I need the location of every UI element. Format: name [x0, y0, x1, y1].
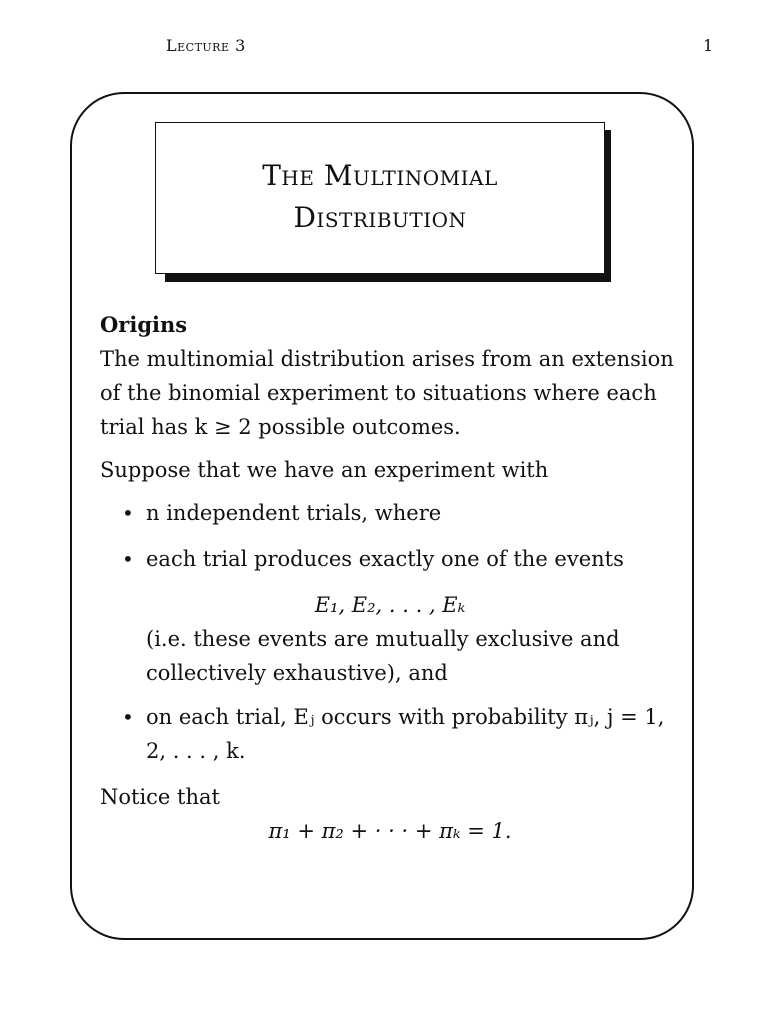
bullet-icon: • — [122, 705, 134, 729]
running-title: Lecture 3 — [166, 36, 246, 55]
intro-paragraph: The multinomial distribution arises from an extension of the binomial experiment to situations where each trial has k ≥ 2 possible outcomes. — [100, 347, 674, 439]
page-number: 1 — [703, 36, 714, 55]
lead-in-paragraph: Suppose that we have an experiment with — [100, 458, 549, 482]
bullet-item-1 — [100, 496, 680, 530]
bullet-icon: • — [122, 501, 134, 525]
bullet-item-3 — [100, 700, 680, 768]
bullet-icon: • — [122, 547, 134, 571]
notice-paragraph: Notice that — [100, 785, 220, 809]
events-note: (i.e. these events are mutually exclusive and collectively exhaustive), and — [146, 627, 620, 685]
events-display-equation: E₁, E₂, . . . , Eₖ — [314, 593, 466, 617]
title-line-2: Distribution — [293, 201, 467, 234]
title-box — [155, 122, 605, 274]
slide-content — [100, 308, 680, 848]
bullet-text-1: n independent trials, where — [146, 501, 442, 525]
bullet-text-2: each trial produces exactly one of the events — [146, 547, 624, 571]
section-heading: Origins — [100, 312, 188, 337]
title-line-1: The Multinomial — [262, 159, 498, 192]
bullet-text-3: on each trial, Eⱼ occurs with probability πⱼ, j = 1, 2, . . . , k. — [146, 705, 665, 763]
bullet-item-2 — [100, 542, 680, 576]
sum-equation: π₁ + π₂ + · · · + πₖ = 1. — [268, 819, 512, 843]
